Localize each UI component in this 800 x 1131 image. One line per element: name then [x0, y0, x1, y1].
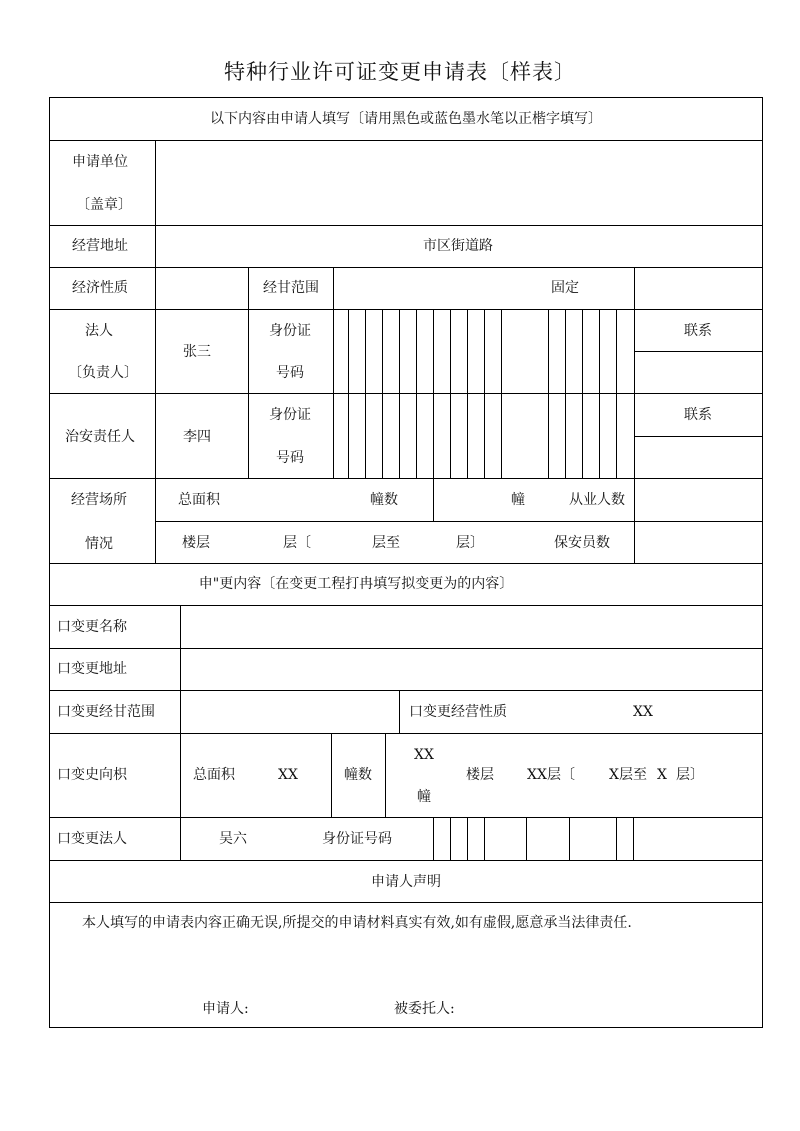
- employees-label: 从业人数: [569, 492, 625, 508]
- legal-rep-name[interactable]: 张三: [183, 344, 211, 360]
- c-total-area-label: 总面积: [193, 767, 235, 783]
- delegate-sign-label[interactable]: 被委托人:: [394, 1001, 455, 1017]
- security-label: 治安责任人: [65, 429, 135, 445]
- address-label: 经营地址: [72, 238, 128, 254]
- business-scope-label: 经甘范围: [263, 280, 319, 296]
- change-legal-label[interactable]: 口变更法人: [57, 831, 127, 847]
- legal-rep-sub-label: 〔负责人〕: [68, 365, 138, 381]
- buildings-label: 幢数: [370, 492, 398, 508]
- id2-label: 身份证: [269, 407, 311, 423]
- floor-to: 层至: [372, 535, 400, 551]
- instruction-text: 以下内容由申请人填写〔请用黑色或蓝色墨水笔以正楷字填写〕: [210, 111, 602, 127]
- c-total-area-value[interactable]: XX: [278, 767, 298, 783]
- declaration-text: 本人填写的申请表内容正确无误,所提交的申请材料真实有效,如有虚假,愿意承当法律责任.: [82, 915, 632, 931]
- id-label: 身份证: [269, 323, 311, 339]
- applicant-unit-seal-label: 〔盖章〕: [76, 197, 132, 213]
- premises-sub-label: 情况: [85, 536, 113, 552]
- c-floor-x[interactable]: X: [657, 767, 667, 783]
- floor-end: 层〕: [456, 535, 484, 551]
- floor-from: 层〔: [283, 535, 311, 551]
- premises-label: 经营场所: [71, 492, 127, 508]
- guards-label: 保安员数: [554, 535, 610, 551]
- applicant-unit-label: 申请单位: [72, 154, 128, 170]
- c-floor-value[interactable]: XX层〔: [527, 767, 575, 783]
- change-header: 申"更内容〔在变更工程打冉填写拟变更为的内容〕: [198, 576, 514, 592]
- form-title: 特种行业许可证变更申请表〔样表〕: [224, 60, 576, 84]
- security-name[interactable]: 李四: [183, 429, 211, 445]
- c-building-unit: 幢: [417, 789, 431, 805]
- id2-label-sub: 号码: [276, 450, 304, 466]
- change-legal-name[interactable]: 吴六: [219, 831, 247, 847]
- change-name-label[interactable]: 口变更名称: [57, 619, 127, 635]
- legal-rep-label: 法人: [85, 323, 113, 339]
- contact2-label: 联系: [684, 407, 712, 423]
- change-area-label[interactable]: 口变史向枳: [57, 767, 127, 783]
- change-id-label: 身份证号码: [322, 831, 392, 847]
- address-value[interactable]: 市区街道路: [423, 238, 493, 254]
- change-nature-label[interactable]: 口变更经营性质: [409, 704, 507, 720]
- business-scope-value[interactable]: 固定: [551, 280, 579, 296]
- c-floors-label: 楼层: [466, 767, 494, 783]
- change-scope-label[interactable]: 口变更经甘范围: [57, 704, 155, 720]
- econ-nature-label: 经济性质: [72, 280, 128, 296]
- c-floor-end: 层〕: [676, 767, 704, 783]
- declaration-header: 申请人声明: [371, 874, 441, 890]
- c-buildings-value[interactable]: XX: [414, 747, 434, 763]
- c-buildings-label: 幢数: [344, 767, 372, 783]
- applicant-sign-label[interactable]: 申请人:: [202, 1001, 249, 1017]
- c-floor-mid[interactable]: X层至: [609, 767, 647, 783]
- building-unit: 幢: [511, 492, 525, 508]
- change-address-label[interactable]: 口变更地址: [57, 661, 127, 677]
- id-label-sub: 号码: [276, 365, 304, 381]
- floors-label: 楼层: [182, 535, 210, 551]
- change-nature-value[interactable]: XX: [633, 704, 653, 720]
- total-area-label: 总面积: [178, 492, 220, 508]
- contact-label: 联系: [684, 323, 712, 339]
